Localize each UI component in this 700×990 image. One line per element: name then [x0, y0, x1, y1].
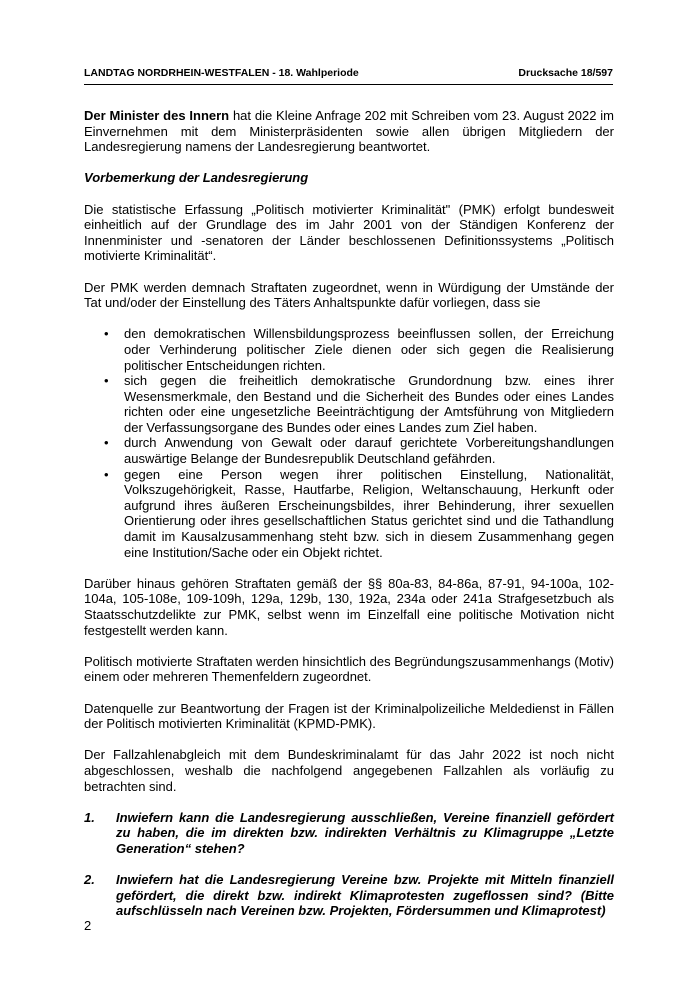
page-header: [84, 67, 613, 83]
list-item: • gegen eine Person wegen ihrer politischen Einstellung, Nationalität, Volkszugehörigkeit, Rasse, Hautfarbe, Religion, Weltanschauung, Herkunft oder aufgrund ihres äußeren Erscheinungsbildes, ihrer Behinderung, ihrer sexuellen Orientierung oder ihres gesellschaftlichen Status gerichtet sind und die Tathandlung damit im Kausalzusammenhang steht bzw. sich in diesem Zusammenhang gegen eine Institution/Sache oder ein Objekt richtet.: [104, 466, 614, 560]
paragraph-fallzahlenabgleich: Der Fallzahlenabgleich mit dem Bundeskriminalamt für das Jahr 2022 ist noch nicht abgeschlossen, weshalb die nachfolgend angegebenen Fallzahlen als vorläufig zu betrachten sind.: [84, 747, 614, 794]
header-document-number: Drucksache 18/597: [518, 67, 613, 79]
list-item: • sich gegen die freiheitlich demokratische Grundordnung bzw. eines ihrer Wesensmerkmale, den Bestand und die Sicherheit des Bundes oder eines Landes richten oder eine ungesetzliche Beeinträchtigung der Amtsführung von Mitgliedern der Verfassungsorgane des Bundes oder eines Landes zum Ziel haben.: [104, 373, 614, 435]
bullet-icon: •: [104, 466, 109, 482]
header-parliament: LANDTAG NORDRHEIN-WESTFALEN - 18. Wahlperiode: [84, 67, 359, 79]
intro-paragraph: [84, 108, 614, 155]
paragraph-themenfelder: Politisch motivierte Straftaten werden hinsichtlich des Begründungszusammenhangs (Motiv) einem oder mehreren Themenfeldern zugeordnet.: [84, 653, 614, 685]
header-rule: [84, 84, 613, 85]
bullet-icon: •: [104, 435, 109, 451]
question-2: [84, 872, 614, 919]
criteria-list: [84, 326, 614, 560]
paragraph-pmk-erfassung: Die statistische Erfassung „Politisch motivierter Kriminalität" (PMK) erfolgt bundesweit einheitlich auf der Grundlage des im Jahr 2001 von der Ständigen Konferenz der Innenminister und -senatoren der Länder beschlossenen Definitionssystems „Politisch motivierte Kriminalität“.: [84, 201, 614, 264]
list-item: • durch Anwendung von Gewalt oder darauf gerichtete Vorbereitungshandlungen auswärtige Belange der Bundesrepublik Deutschland gefährden.: [104, 435, 614, 467]
question-1: [84, 810, 614, 857]
document-body: [84, 108, 614, 919]
question-text: Inwiefern kann die Landesregierung ausschließen, Vereine finanziell gefördert zu haben, die im direkten bzw. indirekten Verhältnis zu Klimagruppe „Letzte Generation“ stehen?: [116, 809, 614, 856]
question-number: 2.: [84, 872, 95, 888]
question-text: Inwiefern hat die Landesregierung Vereine bzw. Projekte mit Mitteln finanziell gefördert, die direkt bzw. indirekt Klimaprotesten zugeflossen sind? (Bitte aufschlüsseln nach Vereinen bzw. Projekten, Fördersummen und Klimaprotest): [116, 872, 614, 919]
list-item: • den demokratischen Willensbildungsprozess beeinflussen sollen, der Erreichung oder Verhinderung politischer Ziele dienen oder sich gegen die Realisierung politischer Entscheidungen richten.: [104, 326, 614, 373]
question-number: 1.: [84, 809, 95, 825]
page-number: 2: [84, 918, 92, 933]
intro-text: hat die Kleine Anfrage 202 mit Schreiben vom 23. August 2022 im Einvernehmen mit dem Ministerpräsidenten sowie allen übrigen Mitgliedern der Landesregierung namens der Landesregierung beantwortet.: [84, 108, 614, 155]
paragraph-staatsschutzdelikte: Darüber hinaus gehören Straftaten gemäß der §§ 80a-83, 84-86a, 87-91, 94-100a, 102-104a, 105-108e, 109-109h, 129a, 129b, 130, 192a, 234a oder 241a Strafgesetzbuch als Staatsschutzdelikte zur PMK, selbst wenn im Einzelfall eine politische Motivation nicht festgestellt werden kann.: [84, 575, 614, 638]
paragraph-pmk-zuordnung: Der PMK werden demnach Straftaten zugeordnet, wenn in Würdigung der Umstände der Tat und/oder der Einstellung des Täters Anhaltspunkte dafür vorliegen, dass sie: [84, 279, 614, 311]
paragraph-datenquelle: Datenquelle zur Beantwortung der Fragen ist der Kriminalpolizeiliche Meldedienst in Fällen der Politisch motivierten Kriminalität (KPMD-PMK).: [84, 700, 614, 732]
bullet-icon: •: [104, 373, 109, 389]
bullet-icon: •: [104, 326, 109, 342]
section-heading: Vorbemerkung der Landesregierung: [84, 170, 309, 186]
intro-minister: Der Minister des Innern: [84, 108, 230, 123]
